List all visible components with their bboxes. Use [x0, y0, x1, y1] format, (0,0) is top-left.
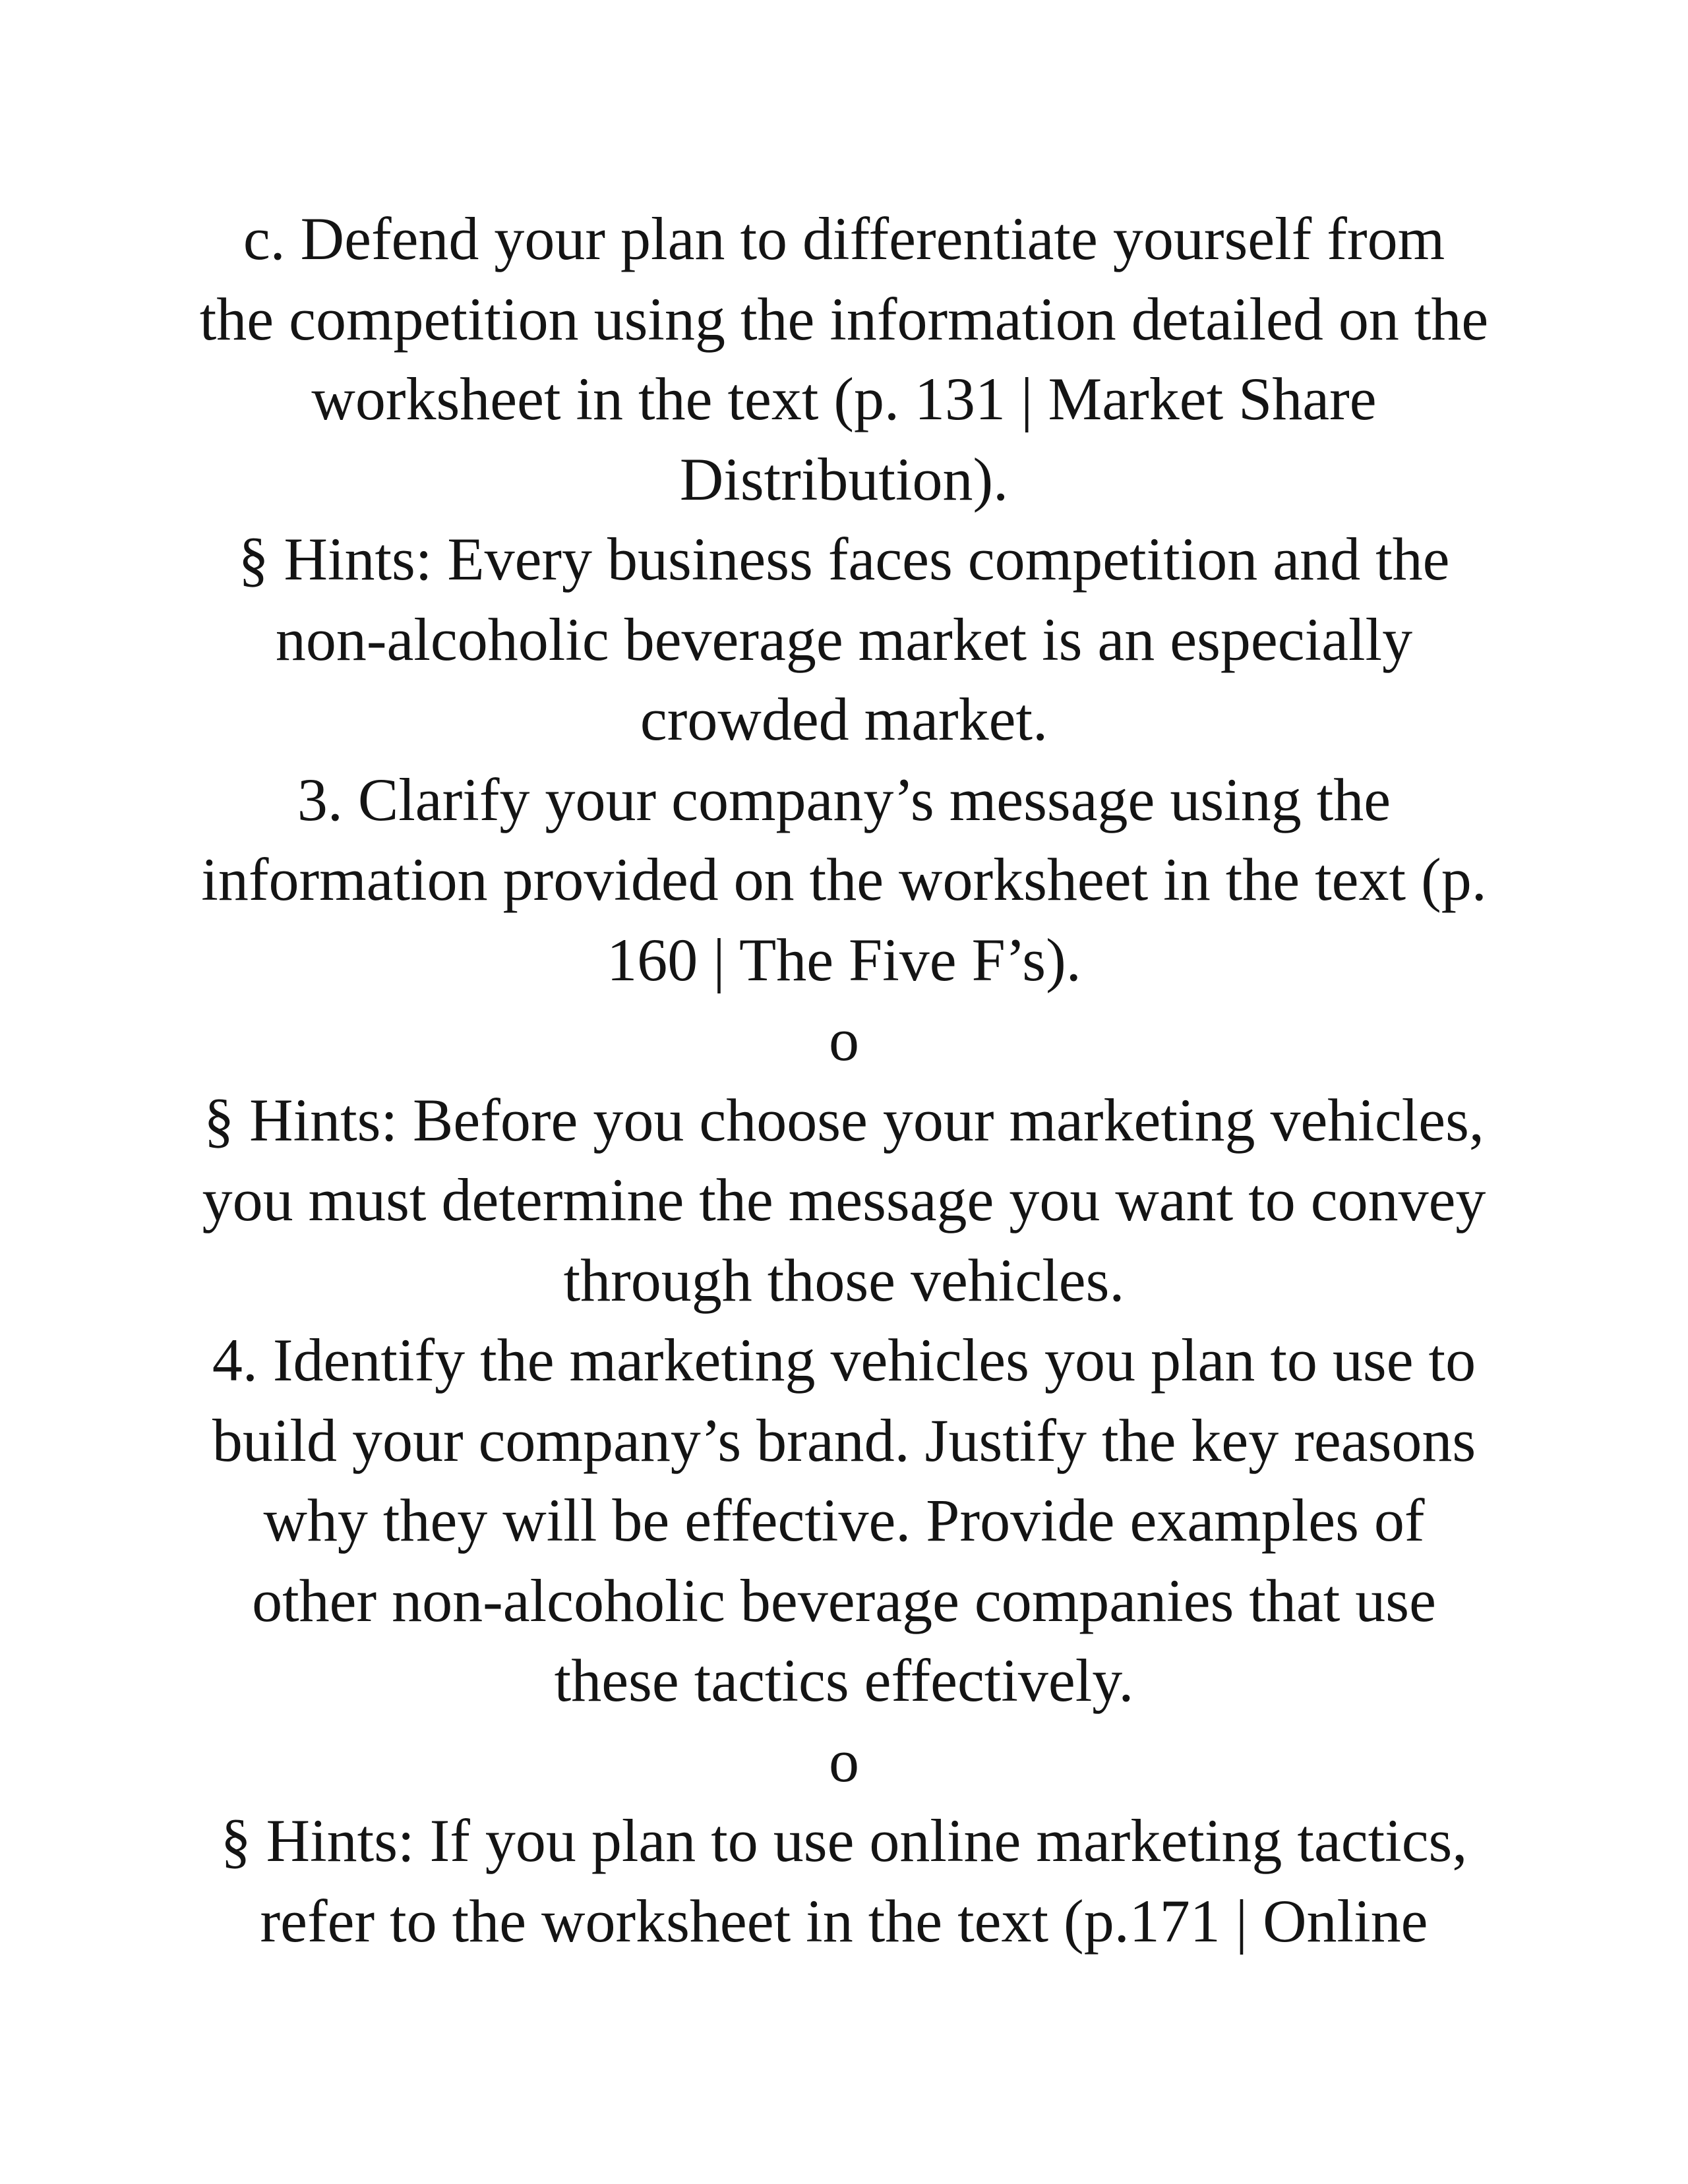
text-line: you must determine the message you want to convey [202, 1166, 1486, 1233]
text-line: § Hints: Before you choose your marketing vehicles, [204, 1086, 1484, 1154]
text-line: through those vehicles. [563, 1246, 1125, 1314]
bullet-marker: o [829, 1006, 859, 1073]
text-line: refer to the worksheet in the text (p.171 | Online [260, 1887, 1428, 1955]
text-line: these tactics effectively. [554, 1647, 1134, 1714]
text-line: 3. Clarify your company’s message using the [297, 765, 1391, 833]
document-body [158, 199, 1530, 1961]
text-line: Distribution). [679, 445, 1009, 513]
text-line: worksheet in the text (p. 131 | Market Share [311, 365, 1377, 432]
text-line: other non-alcoholic beverage companies that use [252, 1566, 1436, 1634]
text-line: c. Defend your plan to differentiate yourself from [243, 205, 1445, 272]
text-line: why they will be effective. Provide examples of [263, 1487, 1425, 1554]
text-line: 4. Identify the marketing vehicles you plan to use to [212, 1326, 1476, 1394]
text-line: information provided on the worksheet in the text (p. [201, 846, 1487, 913]
text-line: crowded market. [640, 686, 1048, 753]
text-line: § Hints: Every business faces competition and the [238, 525, 1450, 593]
text-line: non-alcoholic beverage market is an especially [275, 605, 1413, 673]
text-line: 160 | The Five F’s). [607, 926, 1081, 993]
text-line: § Hints: If you plan to use online marketing tactics, [220, 1807, 1468, 1874]
text-line: build your company’s brand. Justify the key reasons [212, 1406, 1476, 1474]
bullet-marker: o [829, 1727, 859, 1794]
text-line: the competition using the information detailed on the [199, 285, 1489, 353]
